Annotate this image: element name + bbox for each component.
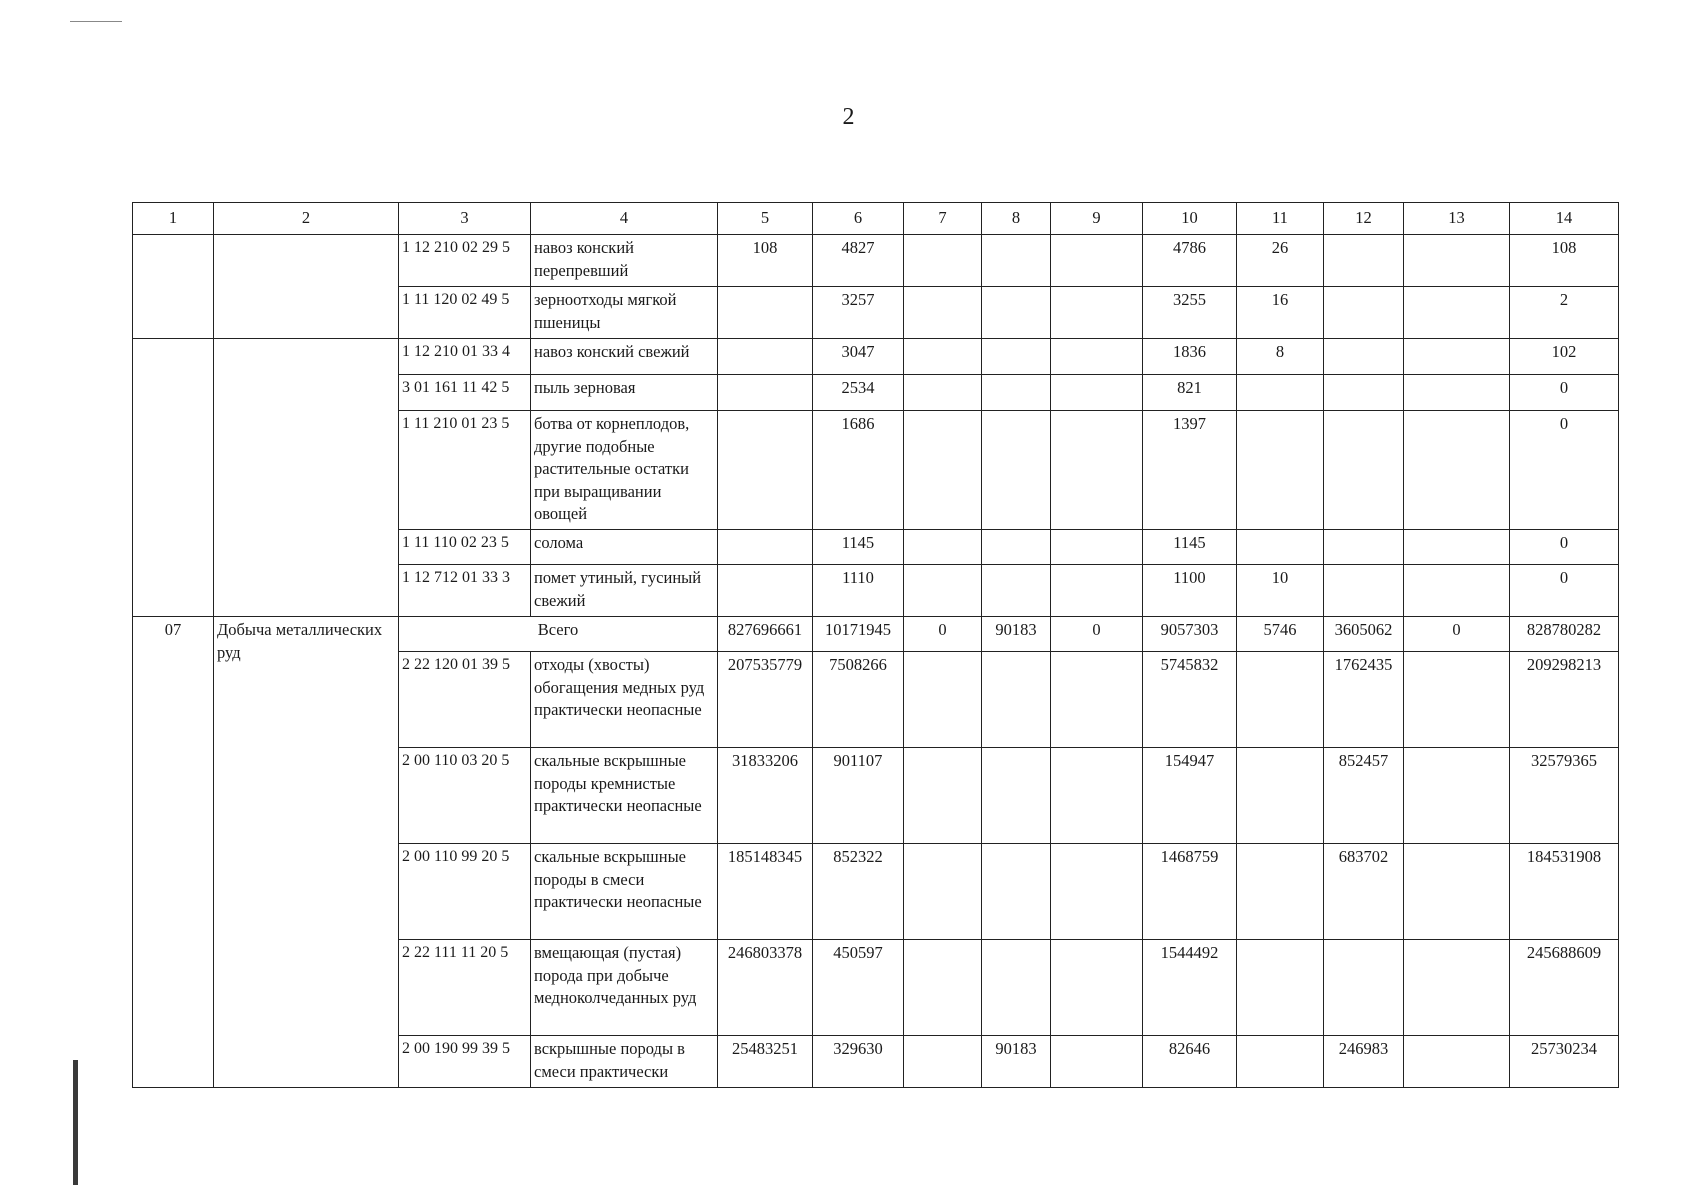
col-header-9: 9 [1051,203,1143,235]
waste-code: 1 12 210 02 29 5 [399,235,531,287]
cell-c8 [982,287,1051,339]
cell-c7 [904,565,982,617]
cell-c13 [1404,375,1510,411]
cell-c11 [1237,411,1324,530]
col-header-12: 12 [1324,203,1404,235]
col-header-13: 13 [1404,203,1510,235]
total-c7: 0 [904,617,982,652]
col-header-14: 14 [1510,203,1619,235]
cell-c6: 852322 [813,844,904,940]
cell-c6: 1110 [813,565,904,617]
cell-c8 [982,748,1051,844]
cell-c7 [904,375,982,411]
cell-c6: 3257 [813,287,904,339]
cell-c5: 25483251 [718,1036,813,1088]
cell-c13 [1404,748,1510,844]
total-c5: 827696661 [718,617,813,652]
cell-c9 [1051,565,1143,617]
col-header-8: 8 [982,203,1051,235]
cell-c12 [1324,411,1404,530]
col-header-10: 10 [1143,203,1237,235]
cell-c10: 1100 [1143,565,1237,617]
cell-c10: 1544492 [1143,940,1237,1036]
cell-c9 [1051,287,1143,339]
waste-code: 2 22 111 11 20 5 [399,940,531,1036]
cell-c7 [904,235,982,287]
cell-c13 [1404,1036,1510,1088]
cell-c10: 4786 [1143,235,1237,287]
cell-c14: 0 [1510,565,1619,617]
cell-c12 [1324,565,1404,617]
waste-name: скальные вскрышные породы в смеси практически неопасные [531,844,718,940]
cell-c11: 8 [1237,339,1324,375]
cell-c6: 2534 [813,375,904,411]
cell-c14: 108 [1510,235,1619,287]
waste-code: 1 11 120 02 49 5 [399,287,531,339]
total-label: Всего [399,617,718,652]
cell-c13 [1404,652,1510,748]
cell-c9 [1051,375,1143,411]
cell-c11 [1237,748,1324,844]
cell-c6: 3047 [813,339,904,375]
cell-c7 [904,287,982,339]
cell-c10: 821 [1143,375,1237,411]
cell-c10: 3255 [1143,287,1237,339]
cell-c7 [904,748,982,844]
total-c14: 828780282 [1510,617,1619,652]
cell-c10: 154947 [1143,748,1237,844]
cell-c12: 246983 [1324,1036,1404,1088]
cell-c7 [904,940,982,1036]
total-c13: 0 [1404,617,1510,652]
col-header-4: 4 [531,203,718,235]
cell-c10: 82646 [1143,1036,1237,1088]
cell-c12 [1324,375,1404,411]
cell-c11 [1237,375,1324,411]
cell-c12 [1324,940,1404,1036]
cell-c13 [1404,565,1510,617]
cell-c11: 16 [1237,287,1324,339]
cell-c5: 108 [718,235,813,287]
cell-c7 [904,530,982,565]
waste-name: помет утиный, гусиный свежий [531,565,718,617]
cell-c7 [904,844,982,940]
col-header-2: 2 [214,203,399,235]
cell-c13 [1404,235,1510,287]
scan-artifact-top [70,21,122,22]
section-code: 07 [133,617,214,1088]
cell-c9 [1051,339,1143,375]
total-c6: 10171945 [813,617,904,652]
cell-c7 [904,652,982,748]
cell-c5: 246803378 [718,940,813,1036]
cell-c14: 25730234 [1510,1036,1619,1088]
cell-c5 [718,565,813,617]
cell-c11 [1237,844,1324,940]
cell-c6: 4827 [813,235,904,287]
col-header-7: 7 [904,203,982,235]
cell-c9 [1051,652,1143,748]
cell-c10: 1468759 [1143,844,1237,940]
total-c9: 0 [1051,617,1143,652]
cell-c11 [1237,940,1324,1036]
waste-name: навоз конский перепревший [531,235,718,287]
cell-c10: 1836 [1143,339,1237,375]
cell-c12: 683702 [1324,844,1404,940]
cell-c14: 245688609 [1510,940,1619,1036]
cell-c6: 7508266 [813,652,904,748]
cell-c5: 31833206 [718,748,813,844]
cell-c12 [1324,287,1404,339]
cell-c11: 10 [1237,565,1324,617]
cell-c9 [1051,1036,1143,1088]
cell-c12: 1762435 [1324,652,1404,748]
cell-c13 [1404,287,1510,339]
cell-c5 [718,375,813,411]
cell-c8 [982,375,1051,411]
cell-c12 [1324,339,1404,375]
cell-c7 [904,339,982,375]
cell-c8 [982,652,1051,748]
group-code-cell [133,339,214,617]
cell-c14: 32579365 [1510,748,1619,844]
cell-c11 [1237,652,1324,748]
col-header-6: 6 [813,203,904,235]
cell-c7 [904,411,982,530]
cell-c12 [1324,235,1404,287]
cell-c12: 852457 [1324,748,1404,844]
scan-artifact-left-edge [73,1060,78,1185]
table-row [133,339,1619,375]
cell-c5 [718,411,813,530]
cell-c8 [982,844,1051,940]
waste-code: 1 12 210 01 33 4 [399,339,531,375]
cell-c14: 0 [1510,411,1619,530]
waste-code: 2 00 190 99 39 5 [399,1036,531,1088]
cell-c5 [718,339,813,375]
cell-c10: 5745832 [1143,652,1237,748]
cell-c9 [1051,748,1143,844]
waste-code: 1 11 110 02 23 5 [399,530,531,565]
cell-c8: 90183 [982,1036,1051,1088]
cell-c10: 1397 [1143,411,1237,530]
cell-c11 [1237,1036,1324,1088]
column-number-row [133,203,1619,235]
cell-c9 [1051,530,1143,565]
group-title-cell [214,339,399,617]
waste-code: 1 11 210 01 23 5 [399,411,531,530]
cell-c14: 2 [1510,287,1619,339]
cell-c8 [982,411,1051,530]
cell-c9 [1051,844,1143,940]
cell-c13 [1404,844,1510,940]
cell-c6: 1686 [813,411,904,530]
cell-c8 [982,339,1051,375]
waste-code: 3 01 161 11 42 5 [399,375,531,411]
cell-c5 [718,287,813,339]
cell-c13 [1404,411,1510,530]
cell-c10: 1145 [1143,530,1237,565]
table-row [133,235,1619,287]
group-code-cell [133,235,214,339]
total-c12: 3605062 [1324,617,1404,652]
cell-c11 [1237,530,1324,565]
waste-name: пыль зерновая [531,375,718,411]
cell-c13 [1404,530,1510,565]
waste-name: ботва от корнеплодов, другие подобные растительные остатки при выращивании овощей [531,411,718,530]
cell-c14: 184531908 [1510,844,1619,940]
cell-c13 [1404,339,1510,375]
waste-name: вмещающая (пустая) порода при добыче медноколчеданных руд [531,940,718,1036]
total-c8: 90183 [982,617,1051,652]
col-header-1: 1 [133,203,214,235]
cell-c7 [904,1036,982,1088]
cell-c6: 1145 [813,530,904,565]
cell-c9 [1051,940,1143,1036]
section-total-row [133,617,1619,652]
group-title-cell [214,235,399,339]
waste-name: навоз конский свежий [531,339,718,375]
waste-name: отходы (хвосты) обогащения медных руд практически неопасные [531,652,718,748]
cell-c6: 450597 [813,940,904,1036]
cell-c8 [982,235,1051,287]
waste-name: зерноотходы мягкой пшеницы [531,287,718,339]
waste-code: 2 22 120 01 39 5 [399,652,531,748]
cell-c9 [1051,235,1143,287]
waste-report-table [132,202,1619,1088]
cell-c12 [1324,530,1404,565]
cell-c14: 209298213 [1510,652,1619,748]
col-header-3: 3 [399,203,531,235]
cell-c11: 26 [1237,235,1324,287]
cell-c8 [982,530,1051,565]
cell-c14: 0 [1510,375,1619,411]
total-c11: 5746 [1237,617,1324,652]
waste-code: 2 00 110 03 20 5 [399,748,531,844]
waste-name: скальные вскрышные породы кремнистые практически неопасные [531,748,718,844]
waste-code: 2 00 110 99 20 5 [399,844,531,940]
col-header-11: 11 [1237,203,1324,235]
cell-c14: 0 [1510,530,1619,565]
section-title: Добыча металлических руд [214,617,399,1088]
cell-c9 [1051,411,1143,530]
page-number: 2 [842,104,855,130]
cell-c6: 901107 [813,748,904,844]
waste-code: 1 12 712 01 33 3 [399,565,531,617]
cell-c5: 185148345 [718,844,813,940]
cell-c8 [982,940,1051,1036]
cell-c14: 102 [1510,339,1619,375]
col-header-5: 5 [718,203,813,235]
cell-c6: 329630 [813,1036,904,1088]
cell-c13 [1404,940,1510,1036]
waste-name: солома [531,530,718,565]
waste-name: вскрышные породы в смеси практически [531,1036,718,1088]
total-c10: 9057303 [1143,617,1237,652]
cell-c5 [718,530,813,565]
cell-c8 [982,565,1051,617]
cell-c5: 207535779 [718,652,813,748]
